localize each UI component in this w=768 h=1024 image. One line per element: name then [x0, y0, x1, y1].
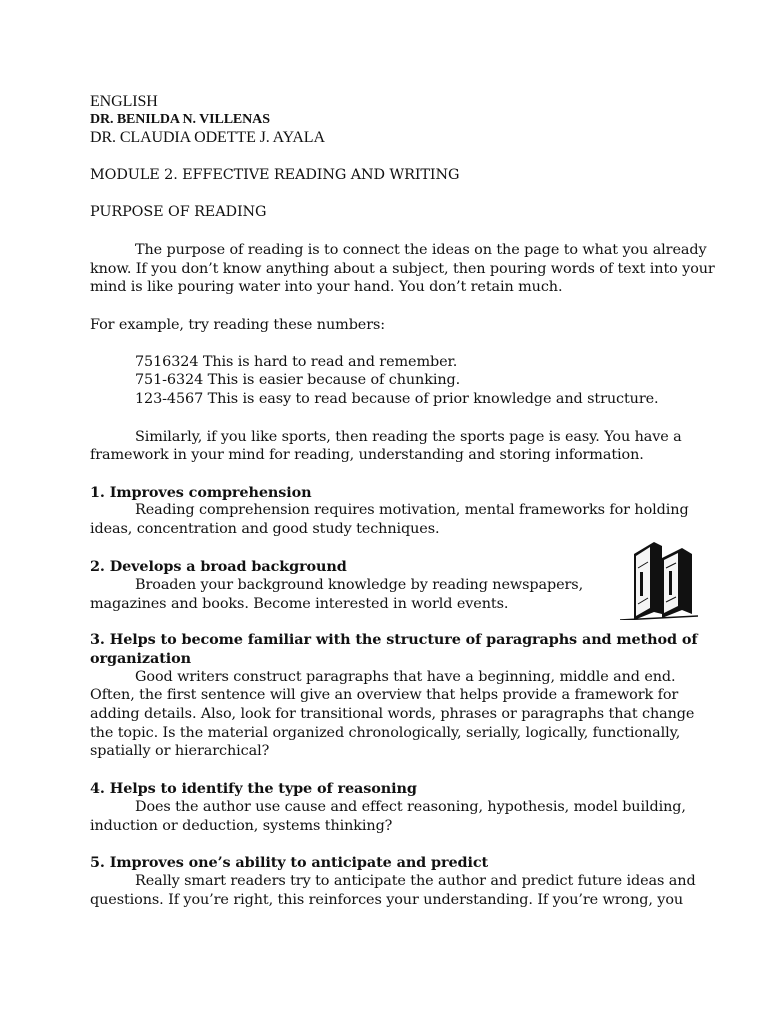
paragraph-line: Good writers construct paragraphs that have a beginning, middle and end. — [135, 669, 676, 685]
subject-heading: ENGLISH — [90, 93, 158, 110]
point-heading: 3. Helps to become familiar with the structure of paragraphs and method of — [90, 631, 698, 648]
point-heading: 5. Improves one’s ability to anticipate and predict — [90, 854, 489, 871]
paragraph-line: induction or deduction, systems thinking? — [90, 818, 393, 834]
example-intro: For example, try reading these numbers: — [90, 317, 386, 333]
module-title: MODULE 2. EFFECTIVE READING AND WRITING — [90, 167, 460, 183]
paragraph-line: Reading comprehension requires motivation, mental frameworks for holding — [135, 502, 689, 518]
paragraph-line: spatially or hierarchical? — [90, 743, 270, 759]
paragraph-line: the topic. Is the material organized chronologically, serially, logically, functionally, — [90, 725, 681, 741]
paragraph-line: magazines and books. Become interested in world events. — [90, 596, 509, 612]
point-heading: organization — [90, 650, 191, 667]
books-icon — [620, 538, 698, 620]
example-item: 7516324 This is hard to read and remember. — [135, 354, 458, 370]
paragraph-line: Similarly, if you like sports, then reading the sports page is easy. You have a — [135, 429, 682, 445]
author-1: DR. BENILDA N. VILLENAS — [90, 112, 270, 127]
paragraph-line: ideas, concentration and good study techniques. — [90, 521, 440, 537]
paragraph-line: Often, the first sentence will give an overview that helps provide a framework for — [90, 687, 679, 703]
paragraph-line: questions. If you’re right, this reinforces your understanding. If you’re wrong, you — [90, 892, 684, 908]
paragraph-line: Really smart readers try to anticipate the author and predict future ideas and — [135, 873, 696, 889]
paragraph-line: Broaden your background knowledge by reading newspapers, — [135, 577, 584, 593]
intro-line: mind is like pouring water into your hand. You don’t retain much. — [90, 279, 563, 295]
paragraph-line: Does the author use cause and effect reasoning, hypothesis, model building, — [135, 799, 686, 815]
example-item: 123-4567 This is easy to read because of prior knowledge and structure. — [135, 391, 659, 407]
intro-line: know. If you don’t know anything about a subject, then pouring words of text into your — [90, 261, 715, 277]
paragraph-line: adding details. Also, look for transitional words, phrases or paragraphs that change — [90, 706, 695, 722]
intro-line: The purpose of reading is to connect the ideas on the page to what you already — [135, 242, 707, 258]
author-2: DR. CLAUDIA ODETTE J. AYALA — [90, 129, 325, 146]
section-title: PURPOSE OF READING — [90, 204, 267, 220]
point-heading: 2. Develops a broad background — [90, 558, 347, 575]
example-item: 751-6324 This is easier because of chunking. — [135, 372, 461, 388]
point-heading: 1. Improves comprehension — [90, 484, 312, 501]
paragraph-line: framework in your mind for reading, understanding and storing information. — [90, 447, 644, 463]
point-heading: 4. Helps to identify the type of reasoning — [90, 780, 417, 797]
